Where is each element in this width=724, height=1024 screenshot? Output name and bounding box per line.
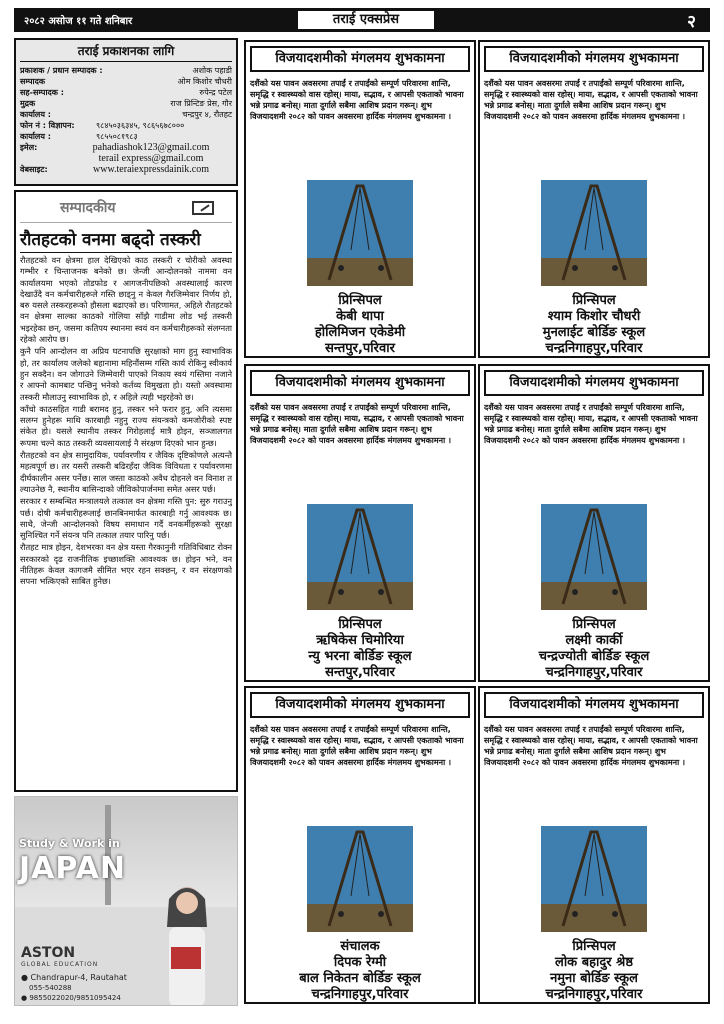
info-value: ओम किशोर चौधरी <box>177 77 232 86</box>
info-row <box>20 87 232 98</box>
card-role: प्रिन्सिपल <box>338 617 382 632</box>
card-role: प्रिन्सिपल <box>572 939 616 954</box>
card-role: प्रिन्सिपल <box>572 617 616 632</box>
swing-photo <box>541 826 647 932</box>
info-row <box>20 65 232 76</box>
brand-subtitle: GLOBAL EDUCATION <box>21 961 99 968</box>
card-title: विजयादशमीको मंगलमय शुभकामना <box>250 46 470 72</box>
swing-photo <box>307 826 413 932</box>
info-row <box>20 131 232 142</box>
editorial-paragraph: रौतहटको वन क्षेत्र सामुदायिक, पर्यावरणीय र जैविक दृष्टिकोणले अत्यन्तै महत्वपूर्ण छ। तर यसरी तस्करी बढिरहँदा जैविक विविधता र पर्यावरणमा दीर्घकालीन असर पर्नेछ। साल जस्ता काठको अवैध दोहनले वन विनाश त ल्याउनेछ नै, स्थानीय बासिन्दाको जीविकोपार्जनमा समेत असर पर्छ। <box>20 450 232 494</box>
card-school: मुनलाईट बोर्डिङ स्कूल <box>542 325 646 340</box>
info-label: सम्पादक <box>20 77 45 86</box>
website-link[interactable]: www.teraiexpressdainik.com <box>93 164 209 175</box>
card-title: विजयादशमीको मंगलमय शुभकामना <box>484 692 704 718</box>
card-message: दशैंको यस पावन अवसरमा तपाईं र तपाईंको सम्पूर्ण परिवारमा शान्ति, समृद्धि र स्वास्थ्यको वास रहोस्। माया, सद्भाव, र आपसी एकताको भावना भन्ने प्रगाढ बनोस्। माता दुर्गाले सबैमा आशिष प्रदान गरून्। शुभ विजयादशमी २०८२ को पावन अवसरमा हार्दिक मंगलमय शुभकामना । <box>484 79 698 121</box>
card-person-name: केबी थापा <box>336 309 384 324</box>
card-title: विजयादशमीको मंगलमय शुभकामना <box>250 370 470 396</box>
card-place: चन्द्रनिगाहपुर,परिवार <box>311 987 409 1002</box>
editorial-paragraph: रौतहट मात्र होइन, देशभरका वन क्षेत्र यस्ता गैरकानुनी गतिविधिबाट रोक्न सरकारको दृढ राजनीतिक इच्छाशक्ति आवश्यक छ। होइन भने, वन नीतिहरू केवल कागजमै सीमित भएर रहन सक्छन्, र वन संरक्षणको सपना भत्किएको साबित हुनेछ। <box>20 542 232 587</box>
card-place: चन्द्रनिगाहपुर,परिवार <box>545 987 643 1002</box>
ad-address-text: Chandrapur-4, Rautahat <box>30 973 127 982</box>
editorial-title: रौतहटको वनमा बढ्दो तस्करी <box>20 227 232 253</box>
card-role: प्रिन्सिपल <box>572 293 616 308</box>
info-label: प्रकाशक / प्रधान सम्पादक : <box>20 66 103 75</box>
card-school: होलिमिजन एकेडेमी <box>314 325 406 340</box>
editorial-body <box>20 255 232 588</box>
email-link[interactable]: terail express@gmail.com <box>98 153 204 164</box>
card-message: दशैंको यस पावन अवसरमा तपाईं र तपाईंको सम्पूर्ण परिवारमा शान्ति, समृद्धि र स्वास्थ्यको वास रहोस्। माया, सद्भाव, र आपसी एकताको भावना भन्ने प्रगाढ बनोस्। माता दुर्गाले सबैमा आशिष प्रदान गरून्। शुभ विजयादशमी २०८२ को पावन अवसरमा हार्दिक मंगलमय शुभकामना । <box>250 79 464 121</box>
card-school: न्यु भरना बोर्डिङ स्कूल <box>308 649 412 664</box>
info-value: ९८५५०८१९८३ <box>96 132 138 141</box>
ad-mobile-text: 9855022020/9851095424 <box>29 994 121 1002</box>
swing-photo <box>541 180 647 286</box>
swing-photo <box>307 504 413 610</box>
info-label: कार्यालय : <box>20 132 51 141</box>
card-title: विजयादशमीको मंगलमय शुभकामना <box>250 692 470 718</box>
editorial-paragraph: सरकार र सम्बन्धित मन्त्रालयले तत्काल वन क्षेत्रमा गस्ति पुन: सुरु गराउनु पर्छ। दोषी कर्मचारीहरूलाई छानबिनमार्फत कारबाही गर्नु आवश्यक छ। साथै, जेन्जी आन्दोलनको विषय समाधान गर्दै वनकर्मीहरूको सुरक्षा सुनिश्चित गर्ने संयन्त्र पनि तत्काल तयार पारिनु पर्छ। <box>20 496 232 541</box>
card-message: दशैंको यस पावन अवसरमा तपाईं र तपाईंको सम्पूर्ण परिवारमा शान्ति, समृद्धि र स्वास्थ्यको वास रहोस्। माया, सद्भाव, र आपसी एकताको भावना भन्ने प्रगाढ बनोस्। माता दुर्गाले सबैमा आशिष प्रदान गरून्। शुभ विजयादशमी २०८२ को पावन अवसरमा हार्दिक मंगलमय शुभकामना । <box>250 403 464 445</box>
card-place: सन्तपुर,परिवार <box>325 341 395 356</box>
editorial-header <box>20 195 232 223</box>
card-place: चन्द्रनिगाहपुर,परिवार <box>545 341 643 356</box>
greeting-card <box>244 40 476 358</box>
card-role: संचालक <box>340 939 380 954</box>
card-school: बाल निकेतन बोर्डिङ स्कूल <box>299 971 421 986</box>
card-person-name: लक्ष्मी कार्की <box>565 633 623 648</box>
card-message: दशैंको यस पावन अवसरमा तपाईं र तपाईंको सम्पूर्ण परिवारमा शान्ति, समृद्धि र स्वास्थ्यको वास रहोस्। माया, सद्भाव, र आपसी एकताको भावना भन्ने प्रगाढ बनोस्। माता दुर्गाले सबैमा आशिष प्रदान गरून्। शुभ विजयादशमी २०८२ को पावन अवसरमा हार्दिक मंगलमय शुभकामना । <box>484 403 698 445</box>
swing-photo <box>307 180 413 286</box>
info-label: मुद्रक <box>20 99 36 108</box>
editorial <box>14 190 238 792</box>
info-row <box>20 153 232 164</box>
email-link[interactable]: pahadiashok123@gmail.com <box>92 142 210 153</box>
ad-study-text: Study & Work in <box>19 837 120 850</box>
ad-country-text: JAPAN <box>19 851 126 886</box>
info-row <box>20 164 232 175</box>
issue-date: २०८२ असोज ११ गते शनिबार <box>24 16 133 27</box>
info-value: ९८४५०३६३४५, ९८६५६७८००० <box>96 121 185 130</box>
greeting-card <box>478 364 710 682</box>
info-row <box>20 98 232 109</box>
info-label: इमेल: <box>20 143 38 152</box>
card-school: चन्द्रज्योती बोर्डिङ स्कूल <box>538 649 650 664</box>
ad-phone: 055-540288 <box>29 984 72 992</box>
ad-mobile: ● 9855022020/9851095424 <box>21 994 121 1002</box>
card-person-name: दिपक रेग्मी <box>333 955 387 970</box>
info-row <box>20 109 232 120</box>
brand-logo: ASTON <box>21 945 76 961</box>
info-label <box>20 153 70 164</box>
greeting-card <box>478 686 710 1004</box>
editorial-label: सम्पादकीय <box>60 200 116 216</box>
info-label: कार्यालय : <box>20 110 51 119</box>
pen-icon <box>192 201 214 215</box>
japan-advertisement[interactable] <box>14 796 238 1006</box>
info-label: वेबसाइट: <box>20 165 48 174</box>
info-value: रुपेन्द्र पटेल <box>199 88 232 97</box>
card-person-name: लोक बहादुर श्रेष्ठ <box>555 955 633 970</box>
info-label: सह-सम्पादक : <box>20 88 64 97</box>
page-number: २ <box>687 12 696 32</box>
editorial-paragraph: रौतहटको वन क्षेत्रमा हाल देखिएको काठ तस्करी र चोरीको अवस्था गम्भीर र चिन्ताजनक बनेको छ। जेन्जी आन्दोलनको नाममा वन कार्यालयमा भएको तोडफोड र आगजनीपछिको अवस्थालाई कारण देखाउँदै वन कर्मचारीहरूले गस्ति छाड्नु न केवल गैरजिम्मेवार निर्णय हो, बरु यसले तस्करहरूको हौसला बढाएको छ। परिणामत, अहिले रौतहटको वन क्षेत्रमा साल्का काठको गोलिया साँझै गाडीमा लोड भई तस्करी भइरहेका छन्, जसमा कतिपय स्थानमा स्वयं वन कर्मचारीहरूको संलग्नता रहेको आरोप छ। <box>20 255 233 345</box>
editorial-paragraph: काँचो काठसहित गाडी बरामद हुनु, तस्कर भने फरार हुनु, अनि त्यसमा सलग्न हुनेहरू माथि कारबाही नहुनु राज्य संयन्त्रको कमजोरीको स्पष्ट संकेत हो। यसले स्थानीय तस्कर गिरोहलाई मात्रै होइन, सञ्जालगत रूपमा चल्ने काठ तस्करी व्यवसायलाई नै संरक्षण दिएको भान हुन्छ। <box>20 403 232 448</box>
student-illustration <box>147 877 227 1006</box>
card-place: सन्तपुर,परिवार <box>325 665 395 680</box>
info-value: चन्द्रपुर ४, रौतहट <box>182 110 232 119</box>
greeting-card <box>244 364 476 682</box>
card-role: प्रिन्सिपल <box>338 293 382 308</box>
card-title: विजयादशमीको मंगलमय शुभकामना <box>484 46 704 72</box>
publisher-box <box>14 38 238 186</box>
editorial-paragraph: कुनै पनि आन्दोलन वा अप्रिय घटनापछि सुरक्षाको माग हुनु स्वाभाविक हो, तर कार्यालय जलेको बहानामा महिनौंसम्म गस्ति कार्य रोकिनु स्वीकार्य हुन सक्दैन। वन जोगाउने जिम्मेवारी पाएको निकाय स्वयं गस्तिमा नजाने र आफ्नो कामबाट पन्छिनु भनेको कर्तव्य विमुखता हो। यस्तो अवस्थामा तस्करी मौलाउनु स्वाभाविक हो, र अहिले त्यही भइरहेको छ। <box>20 346 232 402</box>
info-row <box>20 120 232 131</box>
card-message: दशैंको यस पावन अवसरमा तपाईं र तपाईंको सम्पूर्ण परिवारमा शान्ति, समृद्धि र स्वास्थ्यको वास रहोस्। माया, सद्भाव, र आपसी एकताको भावना भन्ने प्रगाढ बनोस्। माता दुर्गाले सबैमा आशिष प्रदान गरून्। शुभ विजयादशमी २०८२ को पावन अवसरमा हार्दिक मंगलमय शुभकामना । <box>250 725 464 767</box>
greeting-card <box>244 686 476 1004</box>
info-value: अशोक पहाडी <box>192 66 232 75</box>
card-person-name: ऋषिकेस चिमोरिया <box>316 633 404 648</box>
card-message: दशैंको यस पावन अवसरमा तपाईं र तपाईंको सम्पूर्ण परिवारमा शान्ति, समृद्धि र स्वास्थ्यको वास रहोस्। माया, सद्भाव, र आपसी एकताको भावना भन्ने प्रगाढ बनोस्। माता दुर्गाले सबैमा आशिष प्रदान गरून्। शुभ विजयादशमी २०८२ को पावन अवसरमा हार्दिक मंगलमय शुभकामना । <box>484 725 698 767</box>
publisher-box-title: तराई प्रकाशनका लागि <box>20 42 232 62</box>
page-header <box>14 8 710 32</box>
card-title: विजयादशमीको मंगलमय शुभकामना <box>484 370 704 396</box>
card-school: नमुना बोर्डिङ स्कूल <box>550 971 638 986</box>
card-person-name: श्याम किशोर चौधरी <box>547 309 641 324</box>
paper-name: तराई एक्सप्रेस <box>296 9 436 31</box>
info-label: फोन नं : विज्ञापन: <box>20 121 75 130</box>
info-row <box>20 142 232 153</box>
info-value: राज प्रिन्टिङ प्रेस, गौर <box>170 99 232 108</box>
greeting-card <box>478 40 710 358</box>
info-row <box>20 76 232 87</box>
ad-address: ● Chandrapur-4, Rautahat <box>21 973 127 982</box>
swing-photo <box>541 504 647 610</box>
card-place: चन्द्रनिगाहपुर,परिवार <box>545 665 643 680</box>
